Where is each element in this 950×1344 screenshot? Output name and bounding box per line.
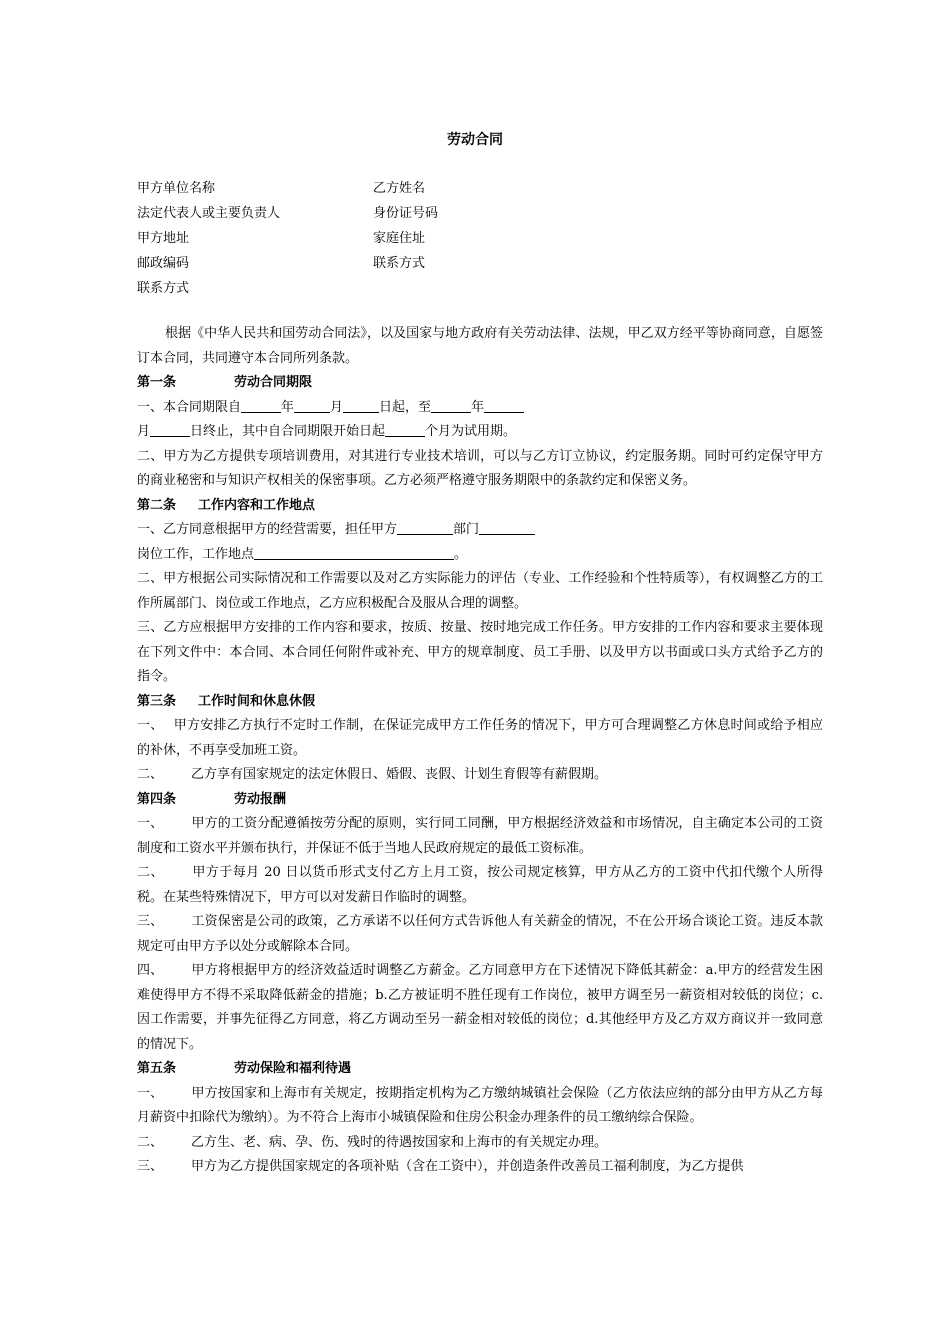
party-a-label: 法定代表人或主要负责人 (137, 206, 281, 221)
clause-number: 一、 (137, 816, 164, 831)
clause-text: 一、本合同期限自 (137, 399, 242, 415)
article-number: 第四条 (137, 791, 177, 807)
clause-paragraph: 三、乙方应根据甲方安排的工作内容和要求，按质、按量、按时地完成工作任务。甲方安排的工作内容和要求主要体现在下列文件中：本合同、本合同任何附件或补充、甲方的规章制度、员工手册、以及甲方以书面或口头方式给予乙方的指令。 (137, 620, 823, 684)
blank-field (484, 398, 524, 413)
party-info-row (137, 226, 657, 251)
blank-field (150, 422, 190, 437)
article-number: 第三条 (137, 693, 177, 709)
article-heading (137, 494, 823, 519)
party-b-label: 身份证号码 (373, 206, 439, 221)
clause-paragraph: 二、甲方根据公司实际情况和工作需要以及对乙方实际能力的评估（专业、工作经验和个性特质等），有权调整乙方的工作所属部门、岗位或工作地点，乙方应积极配合及服从合理的调整。 (137, 571, 823, 611)
party-b-label: 乙方姓名 (373, 181, 426, 196)
party-info-row (137, 276, 657, 301)
clause-text: 甲方将根据甲方的经济效益适时调整乙方薪金。乙方同意甲方在下述情况下降低其薪金：a.甲方的经营发生困难使得甲方不得不采取降低薪金的措施；b.乙方被证明不胜任现有工作岗位，被甲方调至另一薪资相对较低的岗位；c.因工作需要，并事先征得乙方同意，将乙方调动至另一薪金相对较低的岗位；d.其他经甲方及乙方双方商议并一致同意的情况下。 (137, 963, 823, 1052)
blank-field (254, 545, 454, 560)
party-a-label: 甲方地址 (137, 231, 190, 246)
article-heading (137, 690, 823, 715)
contract-body (137, 322, 823, 1180)
clause-paragraph (137, 396, 823, 445)
clause-paragraph: 二、甲方为乙方提供专项培训费用，对其进行专业技术培训，可以与乙方订立协议，约定服务期。同时可约定保守甲方的商业秘密和与知识产权相关的保密事项。乙方必须严格遵守服务期限中的条款约定和保密义务。 (137, 448, 823, 488)
party-info-row (137, 251, 657, 276)
clause-text: 甲方的工资分配遵循按劳分配的原则，实行同工同酬，甲方根据经济效益和市场情况，自主确定本公司的工资制度和工资水平并颁布执行，并保证不低于当地人民政府规定的最低工资标准。 (137, 816, 823, 856)
clause-text: 甲方按国家和上海市有关规定，按期指定机构为乙方缴纳城镇社会保险（乙方依法应纳的部分由甲方从乙方每月薪资中扣除代为缴纳）。为不符合上海市小城镇保险和住房公积金办理条件的员工缴纳综合保险。 (137, 1085, 823, 1125)
article-title: 劳动合同期限 (234, 375, 313, 390)
clause-text: 岗位工作，工作地点 (137, 546, 255, 562)
clause-number: 二、 (137, 865, 164, 880)
clause-paragraph (137, 1155, 823, 1180)
blank-field (397, 520, 453, 535)
blank-field (343, 398, 379, 413)
party-b-label (373, 276, 633, 301)
party-info-block (137, 176, 657, 301)
clause-number: 二、 (137, 767, 164, 782)
article-heading (137, 371, 823, 396)
clause-number: 一、 (137, 1085, 164, 1101)
clause-number: 二、 (137, 1134, 164, 1150)
article-number: 第五条 (137, 1061, 177, 1076)
clause-text: 个月为试用期。 (425, 424, 517, 439)
clause-text: 甲方为乙方提供国家规定的各项补贴（含在工资中），并创造条件改善员工福利制度，为乙方提供 (191, 1159, 744, 1174)
clause-number: 四、 (137, 963, 164, 978)
clause-number: 一、 (137, 718, 164, 733)
clause-paragraph (137, 910, 823, 959)
document-title: 劳动合同 (447, 132, 503, 148)
clause-paragraph (137, 861, 823, 910)
clause-text: 工资保密是公司的政策，乙方承诺不以任何方式告诉他人有关薪金的情况，不在公开场合谈论工资。违反本款规定可由甲方予以处分或解除本合同。 (137, 914, 823, 954)
clause-text: 乙方享有国家规定的法定休假日、婚假、丧假、计划生育假等有薪假期。 (191, 767, 608, 782)
article-number: 第二条 (137, 497, 177, 513)
article-title: 劳动报酬 (234, 791, 287, 807)
clause-text: 部门 (453, 522, 480, 537)
preamble-paragraph: 根据《中华人民共和国劳动合同法》，以及国家与地方政府有关劳动法律、法规，甲乙双方经平等协商同意，自愿签订本合同，共同遵守本合同所列条款。 (137, 326, 823, 366)
blank-field (241, 398, 281, 413)
clause-text: 乙方生、老、病、孕、伤、残时的待遇按国家和上海市的有关规定办理。 (191, 1134, 608, 1150)
article-title: 劳动保险和福利待遇 (234, 1061, 352, 1076)
clause-text: 年 (281, 399, 295, 415)
clause-text: 年 (471, 399, 485, 415)
clause-paragraph (137, 714, 823, 763)
party-a-label: 邮政编码 (137, 256, 190, 271)
clause-paragraph (137, 763, 823, 788)
party-info-row (137, 201, 657, 226)
clause-text: 日终止，其中自合同期限开始日起 (190, 424, 386, 439)
party-b-label: 家庭住址 (373, 231, 426, 246)
clause-text: 日起，至 (379, 399, 432, 415)
party-b-label: 联系方式 (373, 256, 426, 271)
clause-text: 甲方于每月 20 日以货币形式支付乙方上月工资，按公司规定核算，甲方从乙方的工资中代扣代缴个人所得税。在某些特殊情况下，甲方可以对发薪日作临时的调整。 (137, 865, 823, 905)
article-title: 工作内容和工作地点 (198, 497, 316, 513)
clause-text: 。 (454, 546, 468, 562)
blank-field (431, 398, 471, 413)
party-a-label: 联系方式 (137, 281, 190, 296)
blank-field (479, 520, 535, 535)
clause-paragraph (137, 518, 823, 567)
article-number: 第一条 (137, 375, 177, 390)
clause-paragraph (137, 959, 823, 1057)
blank-field (294, 398, 330, 413)
blank-field (385, 422, 425, 437)
clause-number: 三、 (137, 1159, 164, 1174)
clause-text: 月 (330, 399, 344, 415)
clause-paragraph (137, 1131, 823, 1156)
clause-text: 一、乙方同意根据甲方的经营需要，担任甲方 (137, 522, 398, 537)
article-heading (137, 1057, 823, 1082)
party-a-label: 甲方单位名称 (137, 181, 216, 196)
article-heading (137, 788, 823, 813)
clause-paragraph (137, 812, 823, 861)
clause-text: 月 (137, 424, 151, 439)
clause-text: 甲方安排乙方执行不定时工作制，在保证完成甲方工作任务的情况下，甲方可合理调整乙方休息时间或给予相应的补休，不再享受加班工资。 (137, 718, 823, 758)
clause-paragraph (137, 1082, 823, 1131)
article-title: 工作时间和休息休假 (198, 693, 316, 709)
party-info-row (137, 176, 657, 201)
clause-number: 三、 (137, 914, 164, 929)
